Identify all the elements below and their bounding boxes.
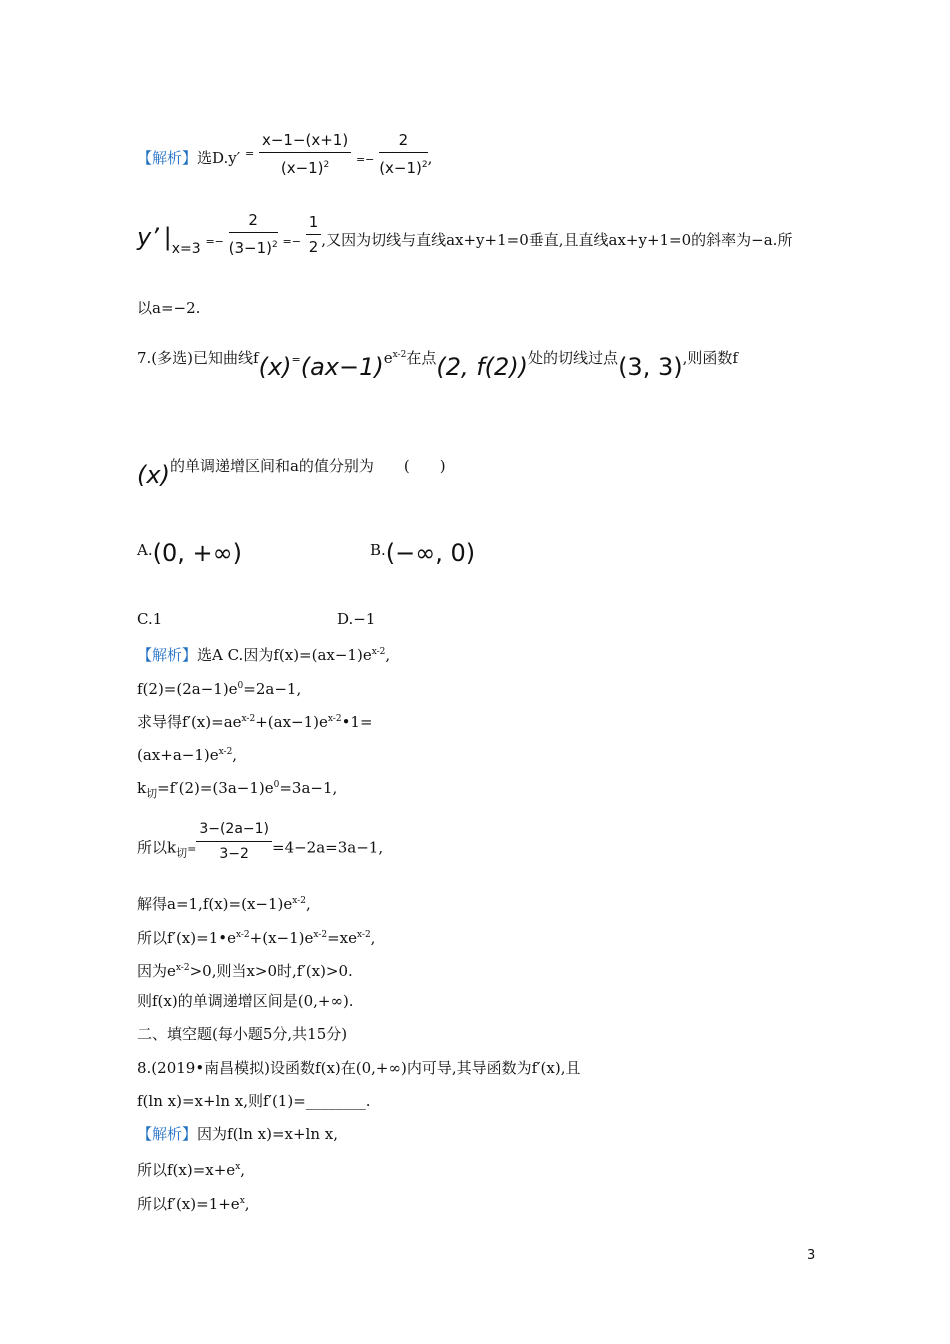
solution-text: ,又因为切线与直线ax+y+1=0垂直,且直线ax+y+1=0的斜率为−a.所 [321,231,793,249]
comma: , [427,149,433,167]
math-point-2: (3, 3) [618,353,683,381]
solution-7-line2: $f(2)=(2a-1)e^0=2a-1$, [137,680,302,698]
fraction-numerator: 2 [379,130,427,153]
solution-7-line5: $k_切=f'(2)=(3a-1)e^0=3a-1$, [137,779,338,800]
question-text: ,则函数f [682,349,738,367]
solution-tag: 【解析】 [137,1125,198,1143]
fraction-evaluated [229,210,278,258]
equals-negative: =− [205,235,224,248]
fraction-numerator: 1 [306,212,322,235]
evaluation-subscript: x=3 [171,241,201,257]
solution-7-line6: 所以$k_切=$ $\frac{3-(2a-1)}{3-2}$ =4−2a=3a−1, [137,821,384,862]
evaluation-bar: | [163,223,172,251]
option-c: C.1 [137,610,163,628]
solution-tag: 【解析】 [137,646,198,664]
math-point: (2, f(2)) [436,353,529,381]
solution-7-line3: 求导得$f'(x)=ae^{x-2}+(ax-1)e^{x-2}•1=$ [137,713,373,731]
option-a-label: A. [137,541,153,559]
fraction-half [306,212,322,257]
fraction-denominator: $(x-1)^2$ [280,159,330,177]
math-fx: (x) [258,353,292,381]
solution-6-line1 [137,131,433,178]
solution-8-line3: 所以$f'(x)=1+e^x$, [137,1195,250,1213]
solution-7-line9: 因为$e^{x-2}>0$,则当x>0时,f′(x)>0. [137,962,353,980]
solution-text: 选D.y′ [197,149,241,167]
question-text: 7.(多选)已知曲线f [137,349,259,367]
question-text: 在点 [406,349,437,367]
solution-7-line7: 解得$a=1,f(x)=(x-1)e^{x-2}$, [137,895,311,913]
exponent: x-2 [392,350,407,360]
equals-negative: =− [355,153,375,166]
fraction-denominator: $(x-1)^2$ [379,159,428,177]
fraction-simplified [379,130,427,178]
question-8-line2: f(ln x)=x+ln x,则f′(1)=________. [137,1092,371,1110]
section-heading: 二、填空题(每小题5分,共15分) [137,1025,348,1043]
option-b [370,540,475,566]
equals-sign: = [291,353,301,366]
option-b-value: (−∞, 0) [385,539,476,567]
fraction-denominator: $(3-1)^2$ [228,239,278,257]
solution-6-line2 [137,211,793,259]
page-number: 3 [807,1248,816,1263]
question-7-line1 [137,345,738,381]
solution-6-line3: 以a=−2. [137,299,201,317]
question-7-line2 [137,456,446,489]
fraction-denominator: 2 [308,237,319,256]
question-text: 的单调递增区间和a的值分别为 ( ) [169,457,446,475]
solution-7-line10: 则f(x)的单调递增区间是(0,+∞). [137,992,354,1010]
y-prime: y’ [137,223,159,251]
solution-8-line1: 【解析】因为f(ln x)=x+ln x, [137,1125,339,1143]
math-ax-minus-1: (ax−1) [300,353,384,381]
equals-sign: = [244,147,255,160]
math-e: e [383,349,393,367]
question-text: 处的切线过点 [528,349,619,367]
fraction-derivative [259,130,351,178]
option-a [137,540,242,566]
fraction-slope: $\frac{3-(2a-1)}{3-2}$ [196,819,272,864]
solution-tag: 【解析】 [137,149,198,167]
option-a-value: (0, +∞) [152,539,242,567]
solution-7-line1: 【解析】选A C.因为$f(x)=(ax-1)e^{x-2}$, [137,646,391,664]
fraction-numerator: x−1−(x+1) [259,130,351,153]
equals-negative: =− [282,235,301,248]
solution-7-line8: 所以$f'(x)=1•e^{x-2}+(x-1)e^{x-2}=xe^{x-2}$, [137,929,376,947]
option-d: D.−1 [337,610,376,628]
question-8-line1: 8.(2019•南昌模拟)设函数f(x)在(0,+∞)内可导,其导函数为f′(x),且 [137,1059,581,1077]
solution-8-line2: 所以$f(x)=x+e^x$, [137,1161,246,1179]
option-b-label: B. [370,541,386,559]
fraction-numerator: 2 [229,210,278,233]
solution-7-line4: $(ax+a-1)e^{x-2}$, [137,746,238,764]
math-fx: (x) [137,461,170,489]
